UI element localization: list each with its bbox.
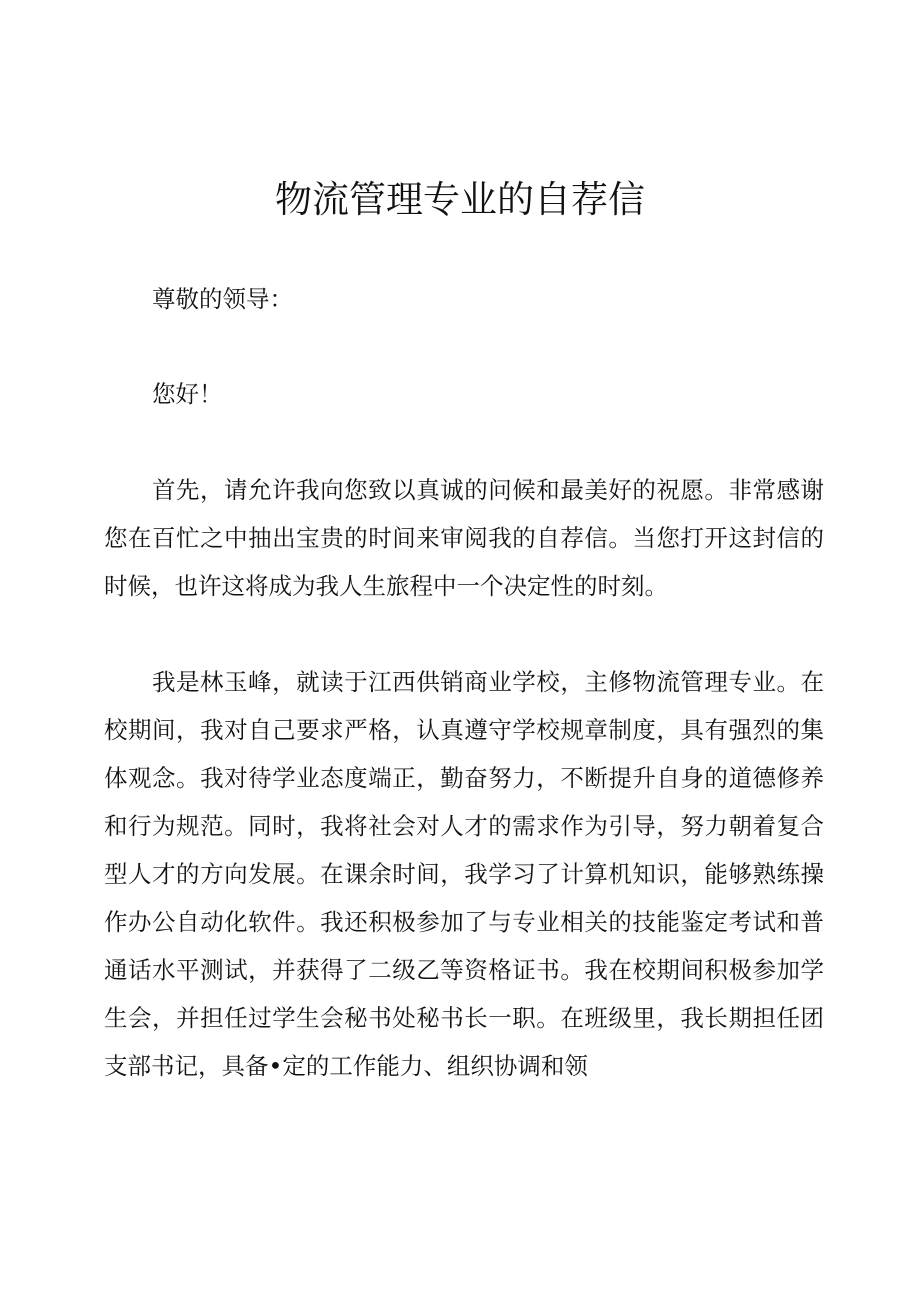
paragraph-background: 我是林玉峰，就读于江西供销商业学校，主修物流管理专业。在校期间，我对自己要求严格，认真遵守学校规章制度，具有强烈的集体观念。我对待学业态度端正，勤奋努力，不断提升自身的道德修养和行为规范。同时，我将社会对人才的需求作为引导，努力朝着复合型人才的方向发展。在课余时间，我学习了计算机知识，能够熟练操作办公自动化软件。我还积极参加了与专业相关的技能鉴定考试和普通话水平测试，并获得了二级乙等资格证书。我在校期间积极参加学生会，并担任过学生会秘书处秘书长一职。在班级里，我长期担任团支部书记，具备•定的工作能力、组织协调和领 xyxy=(104,668,824,1080)
document-title: 物流管理专业的自荐信 xyxy=(275,178,645,221)
salutation: 尊敬的领导： xyxy=(152,285,293,313)
paragraph-intro: 首先，请允许我向您致以真诚的问候和最美好的祝愿。非常感谢您在百忙之中抽出宝贵的时间来审阅我的自荐信。当您打开这封信的时候，也许这将成为我人生旅程中一个决定性的时刻。 xyxy=(104,476,824,600)
greeting: 您好！ xyxy=(152,380,223,408)
